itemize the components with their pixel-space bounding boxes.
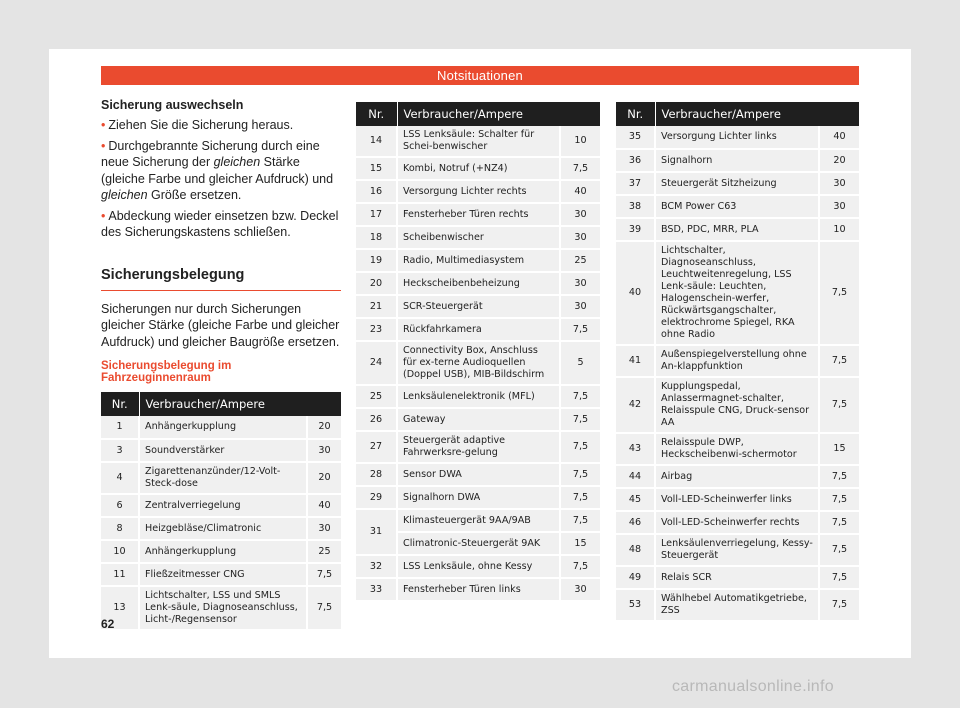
fuse-consumer: Anhängerkupplung: [139, 416, 307, 439]
fuse-ampere: 15: [819, 433, 859, 465]
fuse-number: 42: [616, 377, 655, 433]
fuse-ampere: 25: [307, 540, 341, 563]
table-row: [616, 218, 859, 241]
fuse-number: 28: [356, 463, 397, 486]
table-row: [616, 511, 859, 534]
fuse-consumer: Sensor DWA: [397, 463, 560, 486]
fuse-number: 48: [616, 534, 655, 566]
fuse-number: 26: [356, 408, 397, 431]
fuse-ampere: 25: [560, 249, 600, 272]
fuse-ampere: 10: [819, 218, 859, 241]
fuse-number: 41: [616, 345, 655, 377]
fuse-number: 46: [616, 511, 655, 534]
fuse-ampere: 7,5: [560, 157, 600, 180]
chapter-header: Notsituationen: [101, 66, 859, 85]
fuse-number: 36: [616, 149, 655, 172]
fuse-consumer: Gateway: [397, 408, 560, 431]
fuse-consumer: Versorgung Lichter rechts: [397, 180, 560, 203]
fuse-number: 19: [356, 249, 397, 272]
table-row: [356, 203, 600, 226]
fuse-number: 24: [356, 341, 397, 385]
fuse-number: 39: [616, 218, 655, 241]
fuse-consumer: Versorgung Lichter links: [655, 126, 819, 149]
fuse-ampere: 30: [560, 578, 600, 601]
fuse-consumer: Connectivity Box, Anschluss für ex-terne Audioquellen (Doppel USB), MIB-Bildschirm: [397, 341, 560, 385]
fuse-consumer: Anhängerkupplung: [139, 540, 307, 563]
col-header-nr: Nr.: [101, 392, 139, 416]
fuse-number: 32: [356, 555, 397, 578]
table-row: [101, 416, 341, 439]
fuse-consumer: Lenksäulenelektronik (MFL): [397, 385, 560, 408]
fuse-ampere: 7,5: [560, 555, 600, 578]
fuse-ampere: 30: [819, 172, 859, 195]
col-header-nr: Nr.: [356, 102, 397, 126]
fuse-ampere: 7,5: [560, 509, 600, 532]
table-row: [616, 566, 859, 589]
fuse-consumer: Wählhebel Automatikgetriebe, ZSS: [655, 589, 819, 621]
fuse-ampere: 7,5: [819, 534, 859, 566]
fuse-number: 15: [356, 157, 397, 180]
fuse-ampere: 7,5: [560, 385, 600, 408]
table-row: [616, 195, 859, 218]
fuse-ampere: 20: [307, 462, 341, 494]
table-row: [616, 488, 859, 511]
table-row: [616, 126, 859, 149]
interior-fuse-subheading: Sicherungsbelegung im Fahrzeuginnenraum: [101, 360, 232, 384]
fuse-ampere: 20: [307, 416, 341, 439]
fuse-consumer: Voll-LED-Scheinwerfer links: [655, 488, 819, 511]
table-row: [101, 494, 341, 517]
table-row: [101, 462, 341, 494]
fuse-consumer: Scheibenwischer: [397, 226, 560, 249]
fuse-number: 40: [616, 241, 655, 345]
page-number: 62: [101, 617, 115, 631]
fuse-ampere: 40: [560, 180, 600, 203]
fuse-ampere: 7,5: [307, 586, 341, 630]
fuse-ampere: 5: [560, 341, 600, 385]
table-row: [101, 540, 341, 563]
bullet-icon: •: [101, 118, 106, 132]
fuse-consumer: Zigarettenanzünder/12-Volt-Steck-dose: [139, 462, 307, 494]
fuse-number: 37: [616, 172, 655, 195]
fuse-number: 29: [356, 486, 397, 509]
table-row: [616, 241, 859, 345]
fuse-number: 49: [616, 566, 655, 589]
table-row: [356, 318, 600, 341]
table-row: [356, 157, 600, 180]
table-row: [101, 586, 341, 630]
fuse-number: 20: [356, 272, 397, 295]
fuse-number: 17: [356, 203, 397, 226]
fuse-ampere: 7,5: [819, 511, 859, 534]
fuse-number: 35: [616, 126, 655, 149]
fuse-replace-heading: Sicherung auswechseln: [101, 98, 244, 112]
fuse-ampere: 7,5: [819, 345, 859, 377]
fuse-table-3: [616, 102, 859, 622]
fuse-number: 23: [356, 318, 397, 341]
fuse-table-2: [356, 102, 600, 602]
fuse-number: 33: [356, 578, 397, 601]
fuse-consumer: Steuergerät Sitzheizung: [655, 172, 819, 195]
fuse-number: 14: [356, 126, 397, 157]
col-header-consumer: Verbraucher/Ampere: [655, 102, 859, 126]
table-row: [356, 408, 600, 431]
fuse-ampere: 30: [560, 272, 600, 295]
watermark: carmanualsonline.info: [672, 678, 834, 695]
fuse-ampere: 7,5: [307, 563, 341, 586]
fuse-consumer: Signalhorn: [655, 149, 819, 172]
fuse-consumer: Climatronic-Steuergerät 9AK: [397, 532, 560, 555]
fuse-info-paragraph: Sicherungen nur durch Sicherungen gleicher Stärke (gleiche Farbe und gleicher Aufdruck) und gleicher Baugröße ersetzen.: [101, 301, 340, 349]
fuse-ampere: 30: [307, 517, 341, 540]
table-row: [616, 589, 859, 621]
fuse-number: 13: [101, 586, 139, 630]
col-header-consumer: Verbraucher/Ampere: [139, 392, 341, 416]
fuse-consumer: BSD, PDC, MRR, PLA: [655, 218, 819, 241]
fuse-consumer: Außenspiegelverstellung ohne An-klappfunktion: [655, 345, 819, 377]
table-row: [616, 433, 859, 465]
table-row: [616, 149, 859, 172]
fuse-consumer: Soundverstärker: [139, 439, 307, 462]
fuse-table-1: [101, 392, 341, 631]
table-row: [356, 385, 600, 408]
fuse-ampere: 40: [819, 126, 859, 149]
fuse-number: 4: [101, 462, 139, 494]
fuse-consumer: Kombi, Notruf (+NZ4): [397, 157, 560, 180]
fuse-ampere: 30: [560, 203, 600, 226]
fuse-consumer: Heckscheibenbeheizung: [397, 272, 560, 295]
fuse-ampere: 10: [560, 126, 600, 157]
fuse-ampere: 7,5: [819, 241, 859, 345]
fuse-consumer: Lichtschalter, LSS und SMLS Lenk-säule, Diagnoseanschluss, Licht-/Regensensor: [139, 586, 307, 630]
table-row: [356, 126, 600, 157]
fuse-number: 21: [356, 295, 397, 318]
fuse-ampere: 7,5: [560, 431, 600, 463]
fuse-ampere: 7,5: [560, 408, 600, 431]
instruction-step-2: • Durchgebrannte Sicherung durch eine neue Sicherung der gleichen Stärke (gleiche Farbe und gleicher Aufdruck) und gleichen Größe ersetzen.: [101, 138, 334, 202]
fuse-ampere: 7,5: [819, 377, 859, 433]
fuse-ampere: 30: [560, 295, 600, 318]
fuse-number: 27: [356, 431, 397, 463]
fuse-ampere: 30: [560, 226, 600, 249]
fuse-number: 6: [101, 494, 139, 517]
table-row: [356, 295, 600, 318]
fuse-consumer: Signalhorn DWA: [397, 486, 560, 509]
fuse-consumer: Kupplungspedal, Anlassermagnet-schalter, Relaisspule CNG, Druck-sensor AA: [655, 377, 819, 433]
fuse-number: 25: [356, 385, 397, 408]
col-header-consumer: Verbraucher/Ampere: [397, 102, 600, 126]
table-row: [356, 431, 600, 463]
fuse-consumer: Rückfahrkamera: [397, 318, 560, 341]
table-row: [356, 341, 600, 385]
bullet-icon: •: [101, 208, 106, 223]
fuse-ampere: 7,5: [560, 318, 600, 341]
table-row: [356, 249, 600, 272]
table-row: [356, 180, 600, 203]
fuse-consumer: Relaisspule DWP, Heckscheibenwi-schermotor: [655, 433, 819, 465]
table-row: [616, 377, 859, 433]
fuse-consumer: Fließzeitmesser CNG: [139, 563, 307, 586]
fuse-number: 10: [101, 540, 139, 563]
fuse-ampere: 7,5: [819, 589, 859, 621]
table-row: [356, 226, 600, 249]
fuse-consumer: Radio, Multimediasystem: [397, 249, 560, 272]
fuse-consumer: Fensterheber Türen rechts: [397, 203, 560, 226]
fuse-number: 31: [356, 509, 397, 555]
table-row: [616, 172, 859, 195]
fuse-number: 8: [101, 517, 139, 540]
fuse-consumer: Airbag: [655, 465, 819, 488]
fuse-number: 43: [616, 433, 655, 465]
section-title: Sicherungsbelegung: [101, 267, 341, 291]
fuse-number: 44: [616, 465, 655, 488]
fuse-number: 53: [616, 589, 655, 621]
fuse-consumer: Fensterheber Türen links: [397, 578, 560, 601]
fuse-number: 3: [101, 439, 139, 462]
fuse-ampere: 7,5: [819, 465, 859, 488]
bullet-icon: •: [101, 138, 106, 153]
left-column: [101, 98, 341, 631]
fuse-consumer: Lenksäulenverriegelung, Kessy-Steuergerät: [655, 534, 819, 566]
table-row: [356, 272, 600, 295]
instruction-step-3: • Abdeckung wieder einsetzen bzw. Deckel des Sicherungskastens schließen.: [101, 208, 339, 239]
col-header-nr: Nr.: [616, 102, 655, 126]
table-row: [356, 463, 600, 486]
fuse-ampere: 7,5: [560, 463, 600, 486]
fuse-number: 18: [356, 226, 397, 249]
table-row: [616, 534, 859, 566]
fuse-number: 11: [101, 563, 139, 586]
fuse-consumer: LSS Lenksäule, ohne Kessy: [397, 555, 560, 578]
fuse-consumer: LSS Lenksäule: Schalter für Schei-benwischer: [397, 126, 560, 157]
fuse-consumer: SCR-Steuergerät: [397, 295, 560, 318]
instruction-step-1: • Ziehen Sie die Sicherung heraus.: [101, 118, 294, 132]
table-row: [356, 555, 600, 578]
fuse-consumer: Klimasteuergerät 9AA/9AB: [397, 509, 560, 532]
table-row: [356, 509, 600, 532]
fuse-consumer: Steuergerät adaptive Fahrwerksre-gelung: [397, 431, 560, 463]
fuse-ampere: 20: [819, 149, 859, 172]
fuse-ampere: 30: [819, 195, 859, 218]
fuse-number: 16: [356, 180, 397, 203]
fuse-consumer: Relais SCR: [655, 566, 819, 589]
fuse-ampere: 30: [307, 439, 341, 462]
fuse-consumer: Lichtschalter, Diagnoseanschluss, Leuchtweitenregelung, LSS Lenk-säule: Leuchten, Halogenschein-werfer, Rückwärtsgangschalter, elektrochrome Spiegel, RKA ohne Radio: [655, 241, 819, 345]
table-row: [101, 517, 341, 540]
fuse-ampere: 7,5: [819, 566, 859, 589]
fuse-consumer: Heizgebläse/Climatronic: [139, 517, 307, 540]
fuse-ampere: 7,5: [819, 488, 859, 511]
table-row: [616, 465, 859, 488]
table-row: [101, 563, 341, 586]
fuse-ampere: 40: [307, 494, 341, 517]
fuse-consumer: Zentralverriegelung: [139, 494, 307, 517]
fuse-consumer: BCM Power C63: [655, 195, 819, 218]
table-row: [356, 486, 600, 509]
fuse-number: 38: [616, 195, 655, 218]
fuse-number: 1: [101, 416, 139, 439]
table-row: [356, 578, 600, 601]
fuse-number: 45: [616, 488, 655, 511]
fuse-consumer: Voll-LED-Scheinwerfer rechts: [655, 511, 819, 534]
fuse-ampere: 15: [560, 532, 600, 555]
table-row: [101, 439, 341, 462]
fuse-ampere: 7,5: [560, 486, 600, 509]
table-row: [616, 345, 859, 377]
